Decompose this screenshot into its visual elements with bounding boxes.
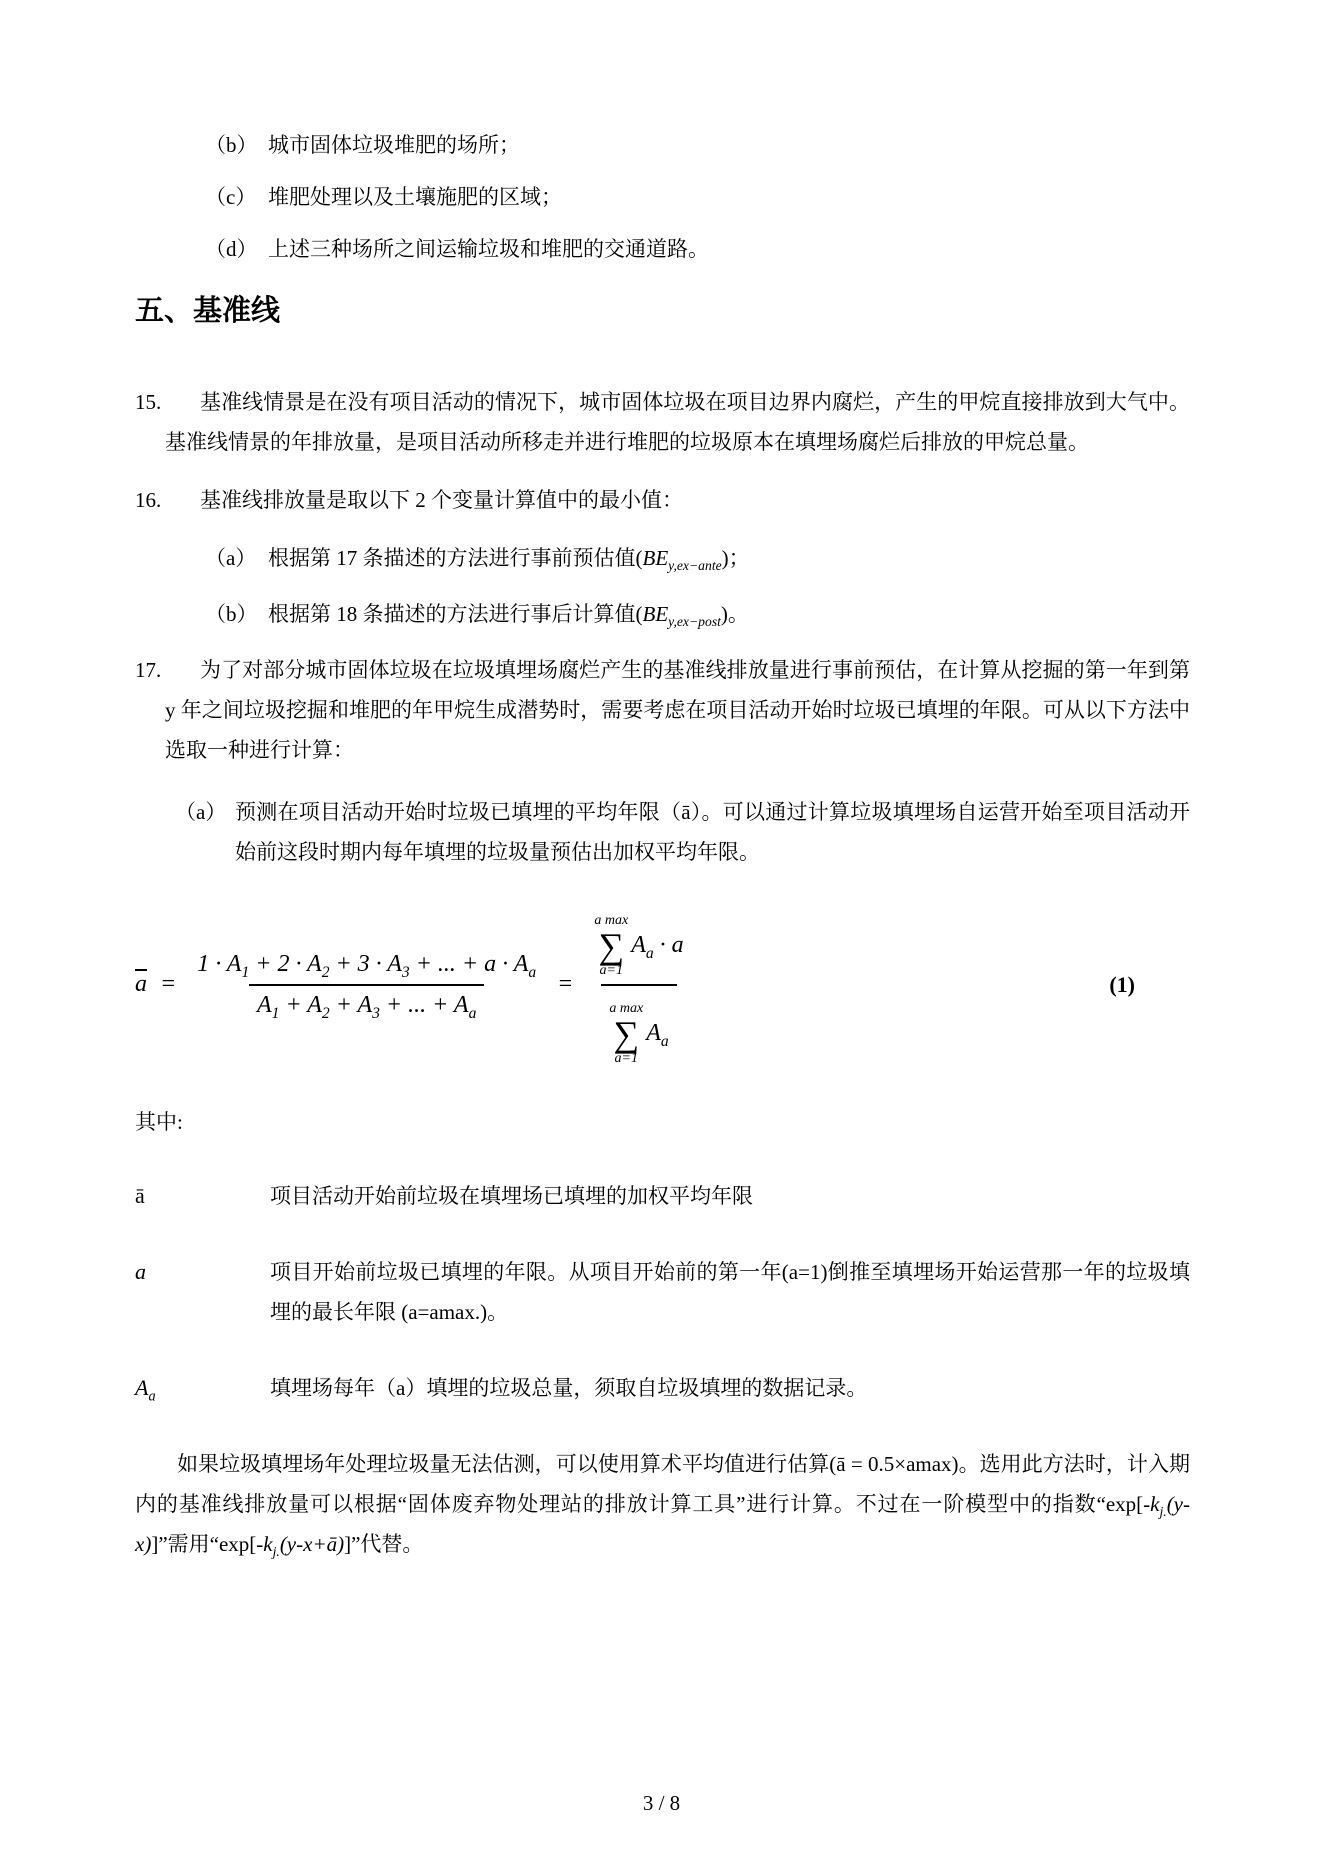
- summation-symbol: a max ∑ a=1: [594, 912, 629, 978]
- paragraph-16-item-a: [205, 538, 1190, 578]
- summation-symbol: a max ∑ a=1: [609, 1000, 644, 1066]
- list-item-label: （a）: [175, 799, 227, 824]
- equals-sign: =: [160, 971, 177, 998]
- j-subscript: j.: [272, 1543, 280, 1559]
- definition-symbol: a: [135, 1258, 146, 1284]
- list-item-label: （b）: [205, 133, 258, 157]
- fraction-explicit: [189, 950, 544, 1022]
- page-number: 3 / 8: [642, 1791, 681, 1815]
- paragraph-number: 17.: [135, 657, 162, 682]
- paragraph-17-item-a: [175, 792, 1190, 872]
- paragraph-16-item-b: [205, 594, 1190, 634]
- paragraph-15: [135, 382, 1190, 462]
- fraction-summation: [586, 904, 691, 1066]
- list-item-text: 堆肥处理以及土壤施肥的区域；: [268, 185, 562, 209]
- list-item-label: （b）: [205, 601, 258, 626]
- paragraph-16: [135, 480, 1190, 520]
- text-segment: 如果垃圾填埋场年处理垃圾量无法估测，可以使用算术平均值进行估算(ā = 0.5×amax)。选用此方法时，计入期内的基准线排放量可以根据“固体废弃物处理站的排放计算工具”进行计算。不过在一阶模型中的指数“exp[-: [135, 1451, 1190, 1516]
- be-ex-ante-variable: $BE_{y,ex-ante}$: [642, 545, 722, 573]
- list-item-label: （a）: [205, 545, 257, 570]
- definition-text: 项目开始前垃圾已填埋的年限。从项目开始前的第一年(a=1)倒推至填埋场开始运营那一年的垃圾填埋的最长年限 (a=amax.)。: [270, 1259, 1190, 1324]
- paragraph-17: [135, 650, 1190, 770]
- be-ex-post-variable: $BE_{y,ex-post}$: [642, 601, 721, 629]
- paragraph-text: 为了对部分城市固体垃圾在垃圾填埋场腐烂产生的基准线排放量进行事前预估，在计算从挖掘的第一年到第 y 年之间垃圾挖掘和堆肥的年甲烷生成潜势时，需要考虑在项目活动开始时垃圾已填埋的年限。可从以下方法中选取一种进行计算：: [165, 657, 1190, 762]
- sigma-icon: ∑: [598, 925, 625, 966]
- fraction-denominator: [601, 984, 676, 1066]
- a-bar-symbol: $\overline{a}$: [135, 971, 147, 998]
- list-item-text: )；: [721, 545, 750, 570]
- list-item-label: （d）: [205, 237, 258, 261]
- list-item-b: [205, 125, 1190, 165]
- definition-abar: [135, 1176, 1190, 1216]
- definition-symbol: $A_a$: [135, 1374, 156, 1404]
- list-item-text: 城市固体垃圾堆肥的场所；: [268, 133, 520, 157]
- fraction-numerator: $1 \cdot A_1 + 2 \cdot A_2 + 3 \cdot A_3$ + ... + $a \cdot A_a$: [197, 950, 537, 981]
- k-variable: k: [263, 1531, 273, 1556]
- list-item-text: )。: [720, 601, 749, 626]
- yx-expression: (y-x): [135, 1491, 1190, 1556]
- list-item-text: 根据第 18 条描述的方法进行事后计算值(: [268, 601, 643, 626]
- j-subscript: j.: [1159, 1503, 1167, 1519]
- equation-number: (1): [1109, 971, 1135, 997]
- paragraph-text: 基准线排放量是取以下 2 个变量计算值中的最小值：: [200, 487, 683, 512]
- fraction-denominator: $A_1 + A_2 + A_3$ + ... + $A_a$: [249, 984, 484, 1019]
- where-label: 其中:: [135, 1109, 183, 1134]
- equation-1: [135, 904, 1190, 1066]
- summation-term: $A_a \cdot a$: [631, 932, 684, 962]
- text-segment: ]”需用“exp[-: [151, 1531, 264, 1556]
- k-variable: k: [1150, 1491, 1160, 1516]
- list-item-text: 预测在项目活动开始时垃圾已填埋的平均年限（ā）。可以通过计算垃圾填埋场自运营开始至项目活动开始前这段时期内每年填埋的垃圾量预估出加权平均年限。: [235, 799, 1190, 864]
- definition-text: 项目活动开始前垃圾在填埋场已填埋的加权平均年限: [270, 1183, 753, 1208]
- paragraph-number: 15.: [135, 389, 162, 414]
- definition-symbol: ā: [135, 1182, 145, 1208]
- text-segment: ]”代替。: [344, 1531, 424, 1556]
- list-item-text: 根据第 17 条描述的方法进行事前预估值(: [268, 545, 643, 570]
- equals-sign: =: [557, 971, 574, 998]
- closing-paragraph: [135, 1444, 1190, 1564]
- sigma-icon: ∑: [613, 1013, 640, 1054]
- summation-term: $A_a$: [646, 1020, 669, 1050]
- paragraph-number: 16.: [135, 487, 162, 512]
- list-item-label: （c）: [205, 185, 257, 209]
- definition-a: [135, 1252, 1190, 1332]
- yxa-expression: (y-x+ā): [279, 1531, 345, 1556]
- paragraph-text: 基准线情景是在没有项目活动的情况下，城市固体垃圾在项目边界内腐烂，产生的甲烷直接排放到大气中。基准线情景的年排放量，是项目活动所移走并进行堆肥的垃圾原本在填埋场腐烂后排放的甲烷总量。: [165, 389, 1190, 454]
- list-item-d: [205, 229, 1190, 269]
- list-item-text: 上述三种场所之间运输垃圾和堆肥的交通道路。: [268, 237, 709, 261]
- definition-Aa: [135, 1368, 1190, 1408]
- fraction-numerator: [586, 904, 691, 984]
- definition-text: 填埋场每年（a）填埋的垃圾总量，须取自垃圾填埋的数据记录。: [270, 1375, 868, 1400]
- list-item-c: [205, 177, 1190, 217]
- section-heading: 五、基准线: [135, 295, 281, 327]
